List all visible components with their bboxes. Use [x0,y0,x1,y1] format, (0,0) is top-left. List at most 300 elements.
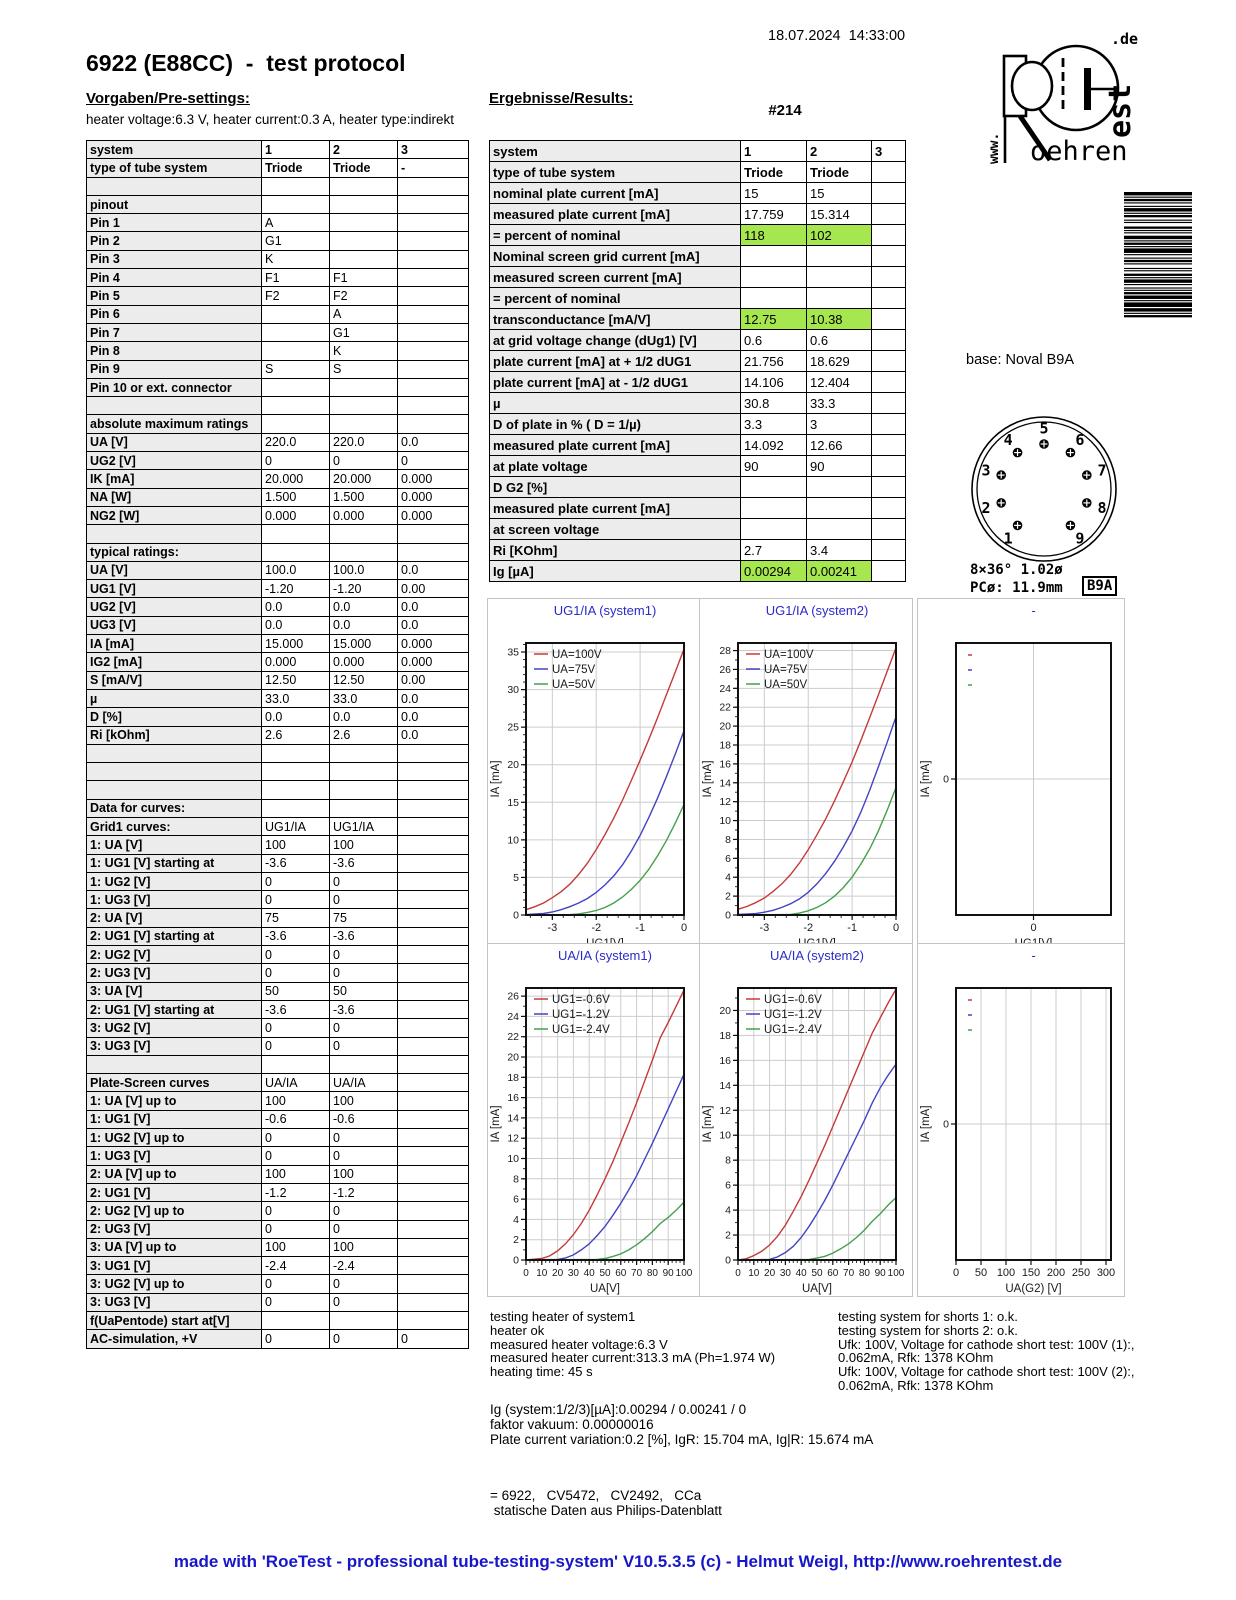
table-value-cell: A [330,306,398,324]
table-value-cell: 0.0 [398,727,469,745]
table-value-cell [807,246,872,267]
table-value-cell: G1 [330,324,398,342]
table-label-cell: 2: UG1 [V] starting at [87,928,262,946]
y-tick-label: 8 [725,833,731,846]
socket-pin-number: 9 [1075,529,1085,548]
socket-pin-number: 5 [1039,419,1049,438]
results-heading: Ergebnisse/Results: [489,90,634,107]
table-value-cell: K [262,251,330,269]
table-value-cell: 0 [330,891,398,909]
legend-label: UG1=-1.2V [764,1009,822,1021]
y-tick-label: 12 [719,1104,731,1117]
x-tick-label: 250 [1071,1267,1091,1279]
table-value-cell [330,525,398,543]
table-row [490,246,906,267]
y-tick-label: 16 [507,1092,519,1105]
table-row [87,214,469,232]
table-value-cell: F2 [330,287,398,305]
note-line: testing heater of system1 [490,1309,636,1324]
x-tick-label: 80 [646,1268,658,1279]
table-value-cell [872,519,906,540]
heater-test-notes [490,1310,775,1379]
presettings-heading: Vorgaben/Pre-settings: [86,90,250,107]
table-row [87,342,469,360]
table-value-cell [398,287,469,305]
table-value-cell: -3.6 [262,928,330,946]
socket-pin-7 [1082,461,1107,479]
table-row [490,414,906,435]
table-value-cell: 2 [330,141,398,159]
table-value-cell [872,477,906,498]
table-value-cell [262,781,330,799]
table-value-cell [330,544,398,562]
x-axis-label: UA(G2) [V] [1005,1283,1062,1295]
table-value-cell: 100 [330,1239,398,1257]
table-label-cell: Grid1 curves: [87,818,262,836]
table-label-cell: IG2 [mA] [87,653,262,671]
series-UA=100V [738,648,896,910]
table-value-cell [741,519,807,540]
table-label-cell: 2: UG3 [V] [87,964,262,982]
table-label-cell: 3: UG1 [V] [87,1257,262,1275]
x-tick-label: 100 [887,1268,905,1279]
y-tick-label: 26 [719,663,731,676]
logo-est: est [1103,83,1138,138]
report-datetime: 18.07.2024 14:33:00 [768,28,906,44]
socket-pin-9 [1066,521,1085,548]
table-value-cell: 90 [741,456,807,477]
y-tick-label: 10 [507,1153,519,1166]
table-value-cell: -1.20 [262,580,330,598]
socket-pin-2 [981,498,1006,517]
table-value-cell: K [330,342,398,360]
roehrentest-logo [968,26,1148,176]
table-value-cell: 33.3 [807,393,872,414]
table-label-cell: IK [mA] [87,470,262,488]
socket-pin-number: 1 [1003,529,1013,548]
table-value-cell [398,324,469,342]
table-value-cell: 0.0 [398,598,469,616]
equivalent-types-notes [490,1488,722,1518]
y-tick-label: 2 [725,890,731,903]
table-value-cell: -3.6 [262,855,330,873]
table-value-cell: 17.759 [741,204,807,225]
table-value-cell [741,246,807,267]
table-value-cell [741,498,807,519]
tube-serial-number: #214 [768,102,802,119]
table-row [87,507,469,525]
table-row [87,232,469,250]
legend-label: UA=75V [552,664,596,676]
table-row [490,330,906,351]
table-value-cell: 15.314 [807,204,872,225]
table-value-cell [872,393,906,414]
chart-empty-top [917,598,1125,952]
x-tick-label: 100 [675,1268,693,1279]
chart-ua-ia-system2 [699,943,913,1297]
table-value-cell [807,498,872,519]
table-value-cell: 220.0 [262,434,330,452]
table-value-cell: 0 [330,1129,398,1147]
table-label-cell: 3: UG2 [V] [87,1019,262,1037]
table-label-cell: 3: UG3 [V] [87,1038,262,1056]
table-value-cell [872,540,906,561]
y-tick-label: 2 [513,1234,519,1247]
x-tick-label: 70 [843,1268,855,1279]
table-value-cell: 33.0 [330,690,398,708]
table-value-cell: 14.106 [741,372,807,393]
note-line: measured heater voltage:6.3 V [490,1336,668,1352]
table-row [87,251,469,269]
table-value-cell: 20.000 [330,470,398,488]
footer-credit: made with 'RoeTest - professional tube-testing-system' V10.5.3.5 (c) - Helmut Weigl, http://www.roehrentest.de [173,1552,1063,1571]
y-tick-label: 15 [507,796,519,809]
x-tick-label: 0 [892,922,900,934]
socket-diagram [963,408,1125,570]
y-axis-label: IA [mA] [920,760,932,798]
table-value-cell [398,891,469,909]
table-label-cell: 1: UG1 [V] [87,1111,262,1129]
table-value-cell: 100 [330,1166,398,1184]
table-value-cell [330,781,398,799]
table-label-cell: D of plate in % ( D = 1/µ) [490,414,741,435]
table-value-cell [398,836,469,854]
table-value-cell [398,361,469,379]
table-row [87,324,469,342]
y-tick-label: 0 [943,773,949,786]
table-value-cell: 0.00 [398,580,469,598]
table-value-cell: 0.00 [398,672,469,690]
x-tick-label: 30 [567,1268,579,1279]
table-label-cell [87,397,262,415]
table-value-cell: -3.6 [330,1001,398,1019]
table-value-cell: 0.00241 [807,561,872,582]
table-value-cell: 0.6 [807,330,872,351]
table-label-cell: NG2 [W] [87,507,262,525]
table-value-cell [398,1257,469,1275]
table-row [87,727,469,745]
y-tick-label: 18 [719,1029,731,1042]
table-label-cell: = percent of nominal [490,225,741,246]
table-value-cell: 0 [330,1038,398,1056]
table-value-cell [398,1184,469,1202]
x-tick-label: 10 [748,1268,760,1279]
table-value-cell: 12.50 [262,672,330,690]
table-value-cell: 100.0 [262,562,330,580]
series-UA=100V [526,649,684,910]
table-value-cell: -3.6 [330,855,398,873]
y-tick-label: 0 [725,1254,731,1267]
table-label-cell: 2: UG3 [V] [87,1221,262,1239]
y-tick-label: 6 [513,1193,519,1206]
y-tick-label: 18 [719,739,731,752]
legend-label: UA=100V [764,649,814,661]
table-value-cell: 2.7 [741,540,807,561]
logo-de: .de [1111,30,1139,48]
table-value-cell [262,324,330,342]
y-tick-label: 18 [507,1071,519,1084]
table-value-cell [398,745,469,763]
table-value-cell: 0 [262,1275,330,1293]
table-value-cell [330,800,398,818]
table-value-cell [398,251,469,269]
table-value-cell [741,477,807,498]
y-tick-label: 4 [513,1213,519,1226]
table-row [87,1275,469,1293]
table-label-cell: 1: UG2 [V] [87,873,262,891]
legend-label: UA=50V [764,679,808,691]
table-row [87,306,469,324]
table-value-cell: Triode [262,159,330,177]
table-row [87,178,469,196]
table-value-cell: -1.2 [262,1184,330,1202]
table-label-cell: Pin 3 [87,251,262,269]
x-tick-label: 0 [952,1267,960,1279]
table-value-cell [262,196,330,214]
table-label-cell: Pin 4 [87,269,262,287]
table-row [87,653,469,671]
base-label: base: Noval B9A [966,352,1075,368]
y-tick-label: 28 [719,645,731,658]
table-value-cell: 0.000 [398,489,469,507]
table-value-cell: UA/IA [330,1074,398,1092]
table-label-cell: UG1 [V] [87,580,262,598]
table-row [490,183,906,204]
y-tick-label: 0 [513,909,519,922]
y-tick-label: 14 [719,1079,731,1092]
table-value-cell [262,379,330,397]
table-value-cell [398,1166,469,1184]
legend-label: UG1=-1.2V [552,1009,610,1021]
y-tick-label: 10 [507,834,519,847]
table-value-cell: -1.20 [330,580,398,598]
table-row [87,452,469,470]
table-label-cell: measured plate current [mA] [490,204,741,225]
note-line: 0.062mA, Rfk: 1378 KOhm [838,1350,994,1366]
y-tick-label: 2 [725,1229,731,1242]
table-value-cell: 75 [330,909,398,927]
socket-pin-number: 4 [1003,430,1013,449]
table-row [87,1111,469,1129]
table-row [87,141,469,159]
x-tick-label: 0 [1030,922,1037,934]
note-line: Plate current variation:0.2 [%], IgR: 15.704 mA, Ig|R: 15.674 mA [490,1432,874,1447]
grid-current-notes [490,1402,873,1447]
socket-pin-1 [1004,521,1023,548]
table-value-cell [398,269,469,287]
table-row [87,434,469,452]
table-value-cell: 0.0 [330,598,398,616]
table-value-cell [398,525,469,543]
table-value-cell [398,763,469,781]
table-value-cell [398,306,469,324]
table-label-cell: Ri [kOhm] [87,727,262,745]
table-value-cell: 0 [330,1275,398,1293]
table-label-cell: Pin 5 [87,287,262,305]
table-value-cell: 100 [330,836,398,854]
table-value-cell: 0 [330,1147,398,1165]
socket-pin-6 [1066,431,1085,457]
table-label-cell: measured screen current [mA] [490,267,741,288]
table-value-cell [398,1038,469,1056]
table-row [87,562,469,580]
table-value-cell: 1.500 [262,489,330,507]
table-value-cell [872,372,906,393]
chart-empty-bottom [917,943,1125,1297]
table-value-cell: 0 [262,1038,330,1056]
x-tick-label: 40 [583,1268,595,1279]
table-value-cell: 1 [741,141,807,162]
anode-bar-icon [1084,68,1091,110]
table-value-cell [262,342,330,360]
table-row [87,855,469,873]
x-tick-label: 20 [552,1268,564,1279]
table-label-cell: NA [W] [87,489,262,507]
table-value-cell [398,800,469,818]
table-row [87,946,469,964]
table-row [87,1074,469,1092]
table-value-cell: 0.0 [262,617,330,635]
table-value-cell [398,909,469,927]
table-value-cell [262,763,330,781]
table-value-cell: 3.4 [807,540,872,561]
table-row [87,544,469,562]
table-value-cell [262,1056,330,1074]
socket-pin-4 [1004,431,1023,457]
table-label-cell: µ [87,690,262,708]
table-label-cell: Pin 1 [87,214,262,232]
note-line: measured heater current:313.3 mA (Ph=1.974 W) [490,1350,776,1366]
table-value-cell [398,1294,469,1312]
table-value-cell [398,342,469,360]
x-tick-label: -2 [591,922,602,934]
table-label-cell: 2: UA [V] up to [87,1166,262,1184]
table-value-cell: 12.50 [330,672,398,690]
table-value-cell [398,1275,469,1293]
table-row [87,800,469,818]
table-value-cell: -3.6 [330,928,398,946]
table-value-cell: F2 [262,287,330,305]
table-value-cell: 0 [262,873,330,891]
table-label-cell: Nominal screen grid current [mA] [490,246,741,267]
table-value-cell: 90 [807,456,872,477]
logo-www: www. [987,132,1002,164]
table-value-cell [872,183,906,204]
table-row [87,1092,469,1110]
chart-title: UA/IA (system2) [770,948,864,963]
table-row [87,525,469,543]
y-tick-label: 16 [719,758,731,771]
table-row [87,1166,469,1184]
table-value-cell [262,800,330,818]
y-tick-label: 16 [719,1054,731,1067]
table-row [87,196,469,214]
table-row [490,477,906,498]
x-tick-label: -3 [547,922,558,934]
y-tick-label: 4 [725,1204,731,1217]
table-value-cell: 10.38 [807,309,872,330]
table-value-cell [398,1147,469,1165]
table-value-cell: 0 [330,873,398,891]
socket-pin-number: 6 [1075,430,1085,449]
table-value-cell [398,946,469,964]
table-label-cell: 2: UG2 [V] up to [87,1202,262,1220]
table-label-cell: 3: UA [V] [87,983,262,1001]
table-value-cell: 0 [262,1221,330,1239]
table-row [87,470,469,488]
y-tick-label: 14 [719,777,731,790]
table-value-cell: 0 [262,452,330,470]
table-value-cell: 0 [398,1330,469,1348]
x-tick-label: 40 [795,1268,807,1279]
table-value-cell [872,435,906,456]
table-value-cell [807,267,872,288]
table-value-cell [398,1092,469,1110]
table-label-cell: at screen voltage [490,519,741,540]
table-label-cell: 1: UG3 [V] [87,1147,262,1165]
table-row [87,489,469,507]
table-row [87,763,469,781]
results-table [489,140,906,582]
x-tick-label: 50 [599,1268,611,1279]
table-value-cell: -2.4 [262,1257,330,1275]
x-tick-label: 80 [858,1268,870,1279]
table-value-cell: 3.3 [741,414,807,435]
table-value-cell [330,196,398,214]
table-row [87,1202,469,1220]
table-row [87,1129,469,1147]
table-value-cell: 0 [262,1330,330,1348]
chart-ug1-ia-system1 [487,598,701,952]
table-row [490,267,906,288]
table-value-cell: F1 [330,269,398,287]
table-value-cell [398,873,469,891]
y-tick-label: 22 [719,701,731,714]
y-tick-label: 0 [943,1118,949,1131]
y-tick-label: 8 [725,1154,731,1167]
table-row [87,909,469,927]
table-value-cell [398,1312,469,1330]
y-axis-label: IA [mA] [490,1105,502,1143]
y-tick-label: 25 [507,721,519,734]
table-value-cell: F1 [262,269,330,287]
socket-pin-number: 3 [981,461,991,480]
x-tick-label: -1 [635,922,646,934]
table-label-cell: plate current [mA] at + 1/2 dUG1 [490,351,741,372]
table-value-cell [398,397,469,415]
table-value-cell [398,1019,469,1037]
table-value-cell [398,1056,469,1074]
table-value-cell: 100 [262,1092,330,1110]
table-label-cell: absolute maximum ratings [87,415,262,433]
table-value-cell [262,306,330,324]
table-row [490,435,906,456]
y-tick-label: 12 [719,796,731,809]
legend-label: UG1=-0.6V [764,994,822,1006]
table-value-cell [398,1221,469,1239]
table-value-cell [330,1056,398,1074]
table-row [87,1294,469,1312]
table-value-cell: 0.0 [398,617,469,635]
table-value-cell: 0.000 [398,470,469,488]
table-label-cell [87,525,262,543]
note-line: testing system for shorts 1: o.k. [838,1309,1018,1324]
table-value-cell: 15.000 [330,635,398,653]
table-value-cell: 0 [262,946,330,964]
table-row [87,690,469,708]
table-value-cell: -3.6 [262,1001,330,1019]
socket-pin-number: 7 [1097,461,1107,480]
